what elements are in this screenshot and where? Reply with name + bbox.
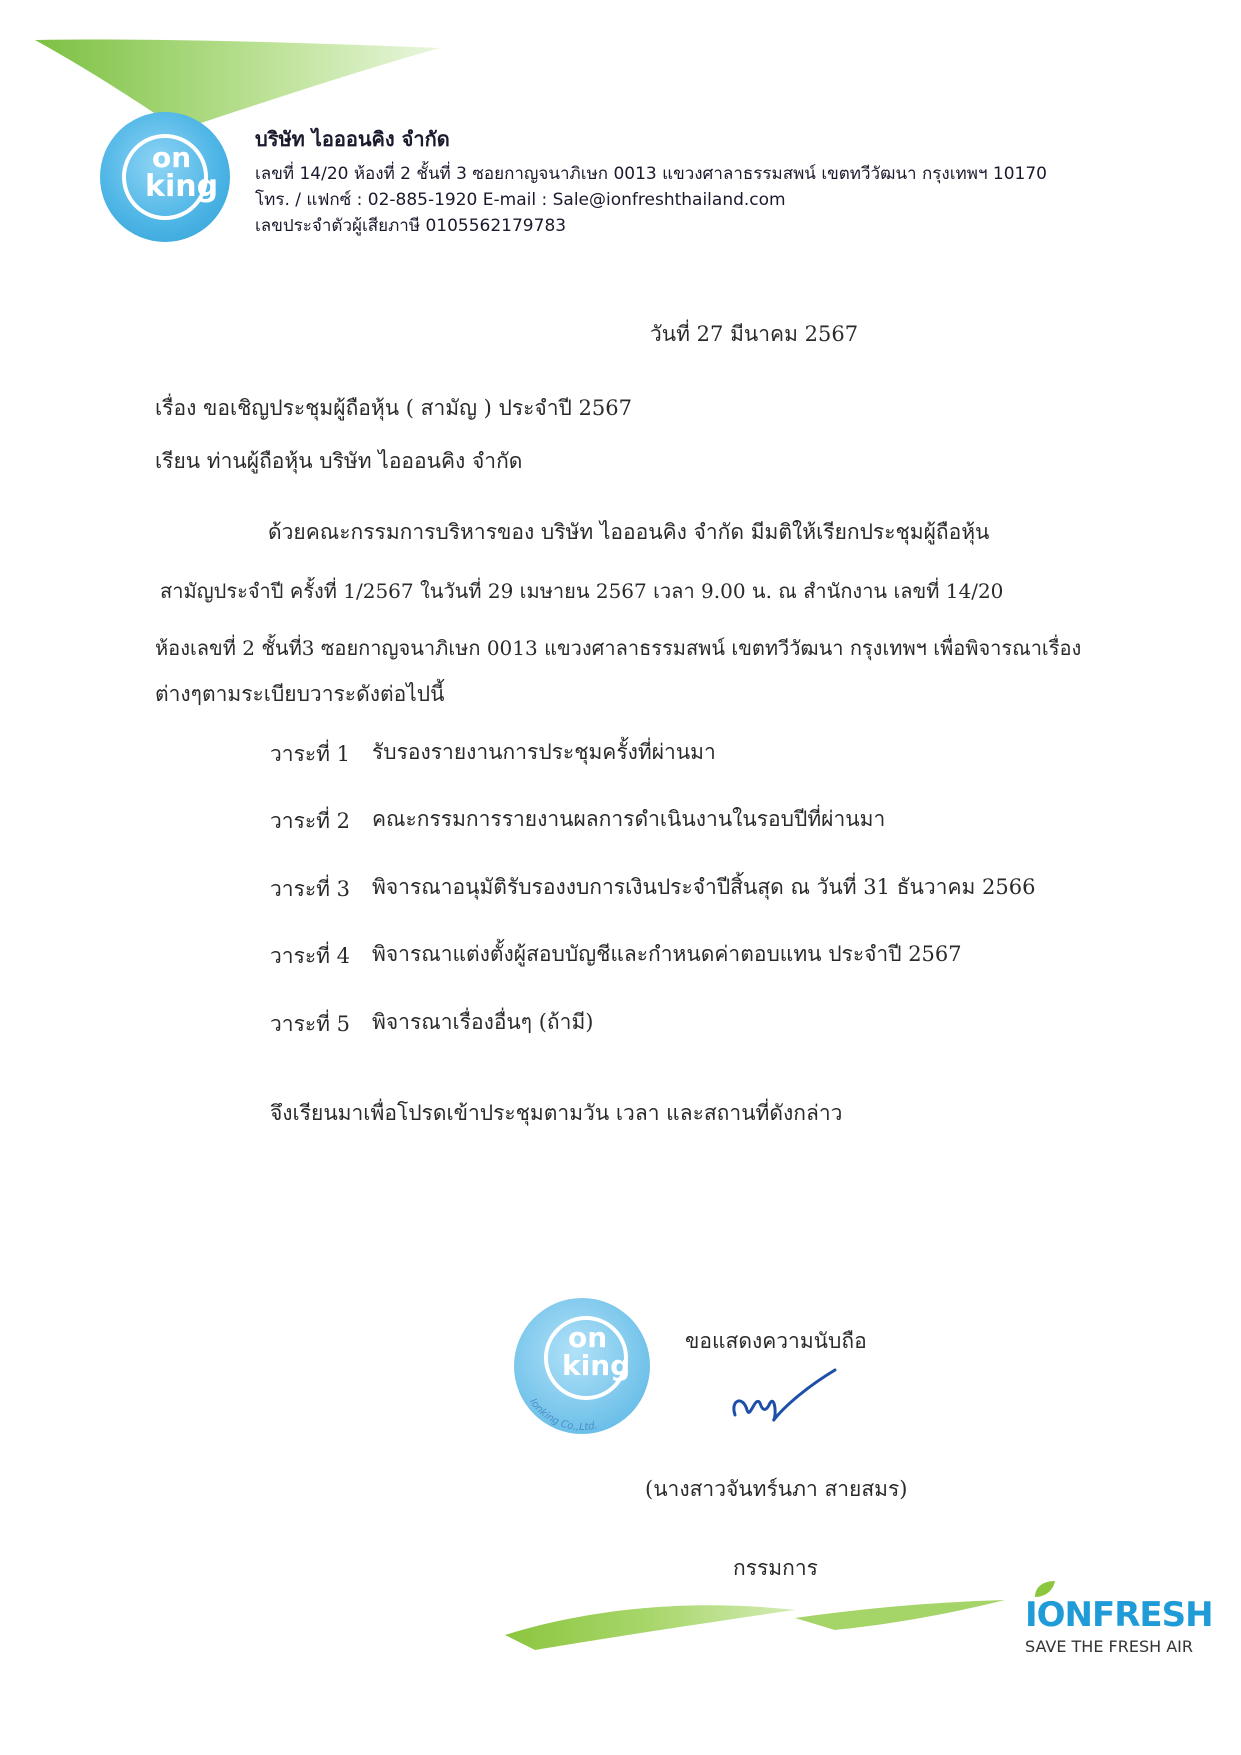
agenda-label: วาระที่ 5 bbox=[270, 1012, 351, 1036]
company-contact: โทร. / แฟกซ์ : 02-885-1920 E-mail : Sale@ionfreshthailand.com bbox=[255, 190, 786, 210]
paragraph-line-4: ต่างๆตามระเบียบวาระดังต่อไปนี้ bbox=[155, 682, 445, 706]
agenda-text: คณะกรรมการรายงานผลการดำเนินงานในรอบปีที่ผ่านมา bbox=[372, 807, 886, 831]
footer-leaf-decoration bbox=[505, 1590, 1005, 1660]
company-name: บริษัท ไอออนคิง จำกัด bbox=[255, 127, 450, 151]
company-tax-id: เลขประจำตัวผู้เสียภาษี 0105562179783 bbox=[255, 216, 567, 236]
ionfresh-brand bbox=[1025, 1595, 1213, 1656]
svg-text:Ionking Co.,Ltd.: Ionking Co.,Ltd. bbox=[527, 1396, 599, 1434]
agenda-label: วาระที่ 1 bbox=[270, 742, 351, 766]
company-logo bbox=[100, 112, 230, 242]
logo-text-king: king bbox=[145, 169, 219, 204]
regards: ขอแสดงความนับถือ bbox=[685, 1329, 867, 1353]
brand-tagline: SAVE THE FRESH AIR bbox=[1025, 1637, 1193, 1656]
letter-recipient: เรียน ท่านผู้ถือหุ้น บริษัท ไอออนคิง จำกัด bbox=[155, 449, 523, 473]
agenda-text: พิจารณาแต่งตั้งผู้สอบบัญชีและกำหนดค่าตอบแทน ประจำปี 2567 bbox=[372, 942, 962, 966]
letter-date: วันที่ 27 มีนาคม 2567 bbox=[650, 322, 859, 346]
agenda-label: วาระที่ 4 bbox=[270, 944, 351, 968]
brand-name: IONFRESH bbox=[1025, 1595, 1213, 1635]
signature bbox=[725, 1365, 845, 1435]
paragraph-line-3: ห้องเลขที่ 2 ชั้นที่3 ซอยกาญจนาภิเษก 0013 แขวงศาลาธรรมสพน์ เขตทวีวัฒนา กรุงเทพฯ เพื่อพิจารณาเรื่อง bbox=[155, 636, 1082, 660]
stamp-text-on: on bbox=[568, 1321, 608, 1354]
signer-name: (นางสาวจันทร์นภา สายสมร) bbox=[645, 1477, 908, 1501]
paragraph-line-2: สามัญประจำปี ครั้งที่ 1/2567 ในวันที่ 29 เมษายน 2567 เวลา 9.00 น. ณ สำนักงาน เลขที่ 14/20 bbox=[160, 579, 1004, 603]
agenda-text: พิจารณาเรื่องอื่นๆ (ถ้ามี) bbox=[372, 1010, 594, 1034]
letterhead bbox=[255, 123, 1047, 239]
agenda-label: วาระที่ 2 bbox=[270, 809, 351, 833]
signer-title: กรรมการ bbox=[733, 1556, 818, 1580]
stamp-text-king: king bbox=[562, 1349, 631, 1382]
logo-text-on: on bbox=[152, 141, 192, 174]
paragraph-line-1: ด้วยคณะกรรมการบริหารของ บริษัท ไอออนคิง จำกัด มีมติให้เรียกประชุมผู้ถือหุ้น bbox=[268, 520, 990, 544]
closing-line: จึงเรียนมาเพื่อโปรดเข้าประชุมตามวัน เวลา และสถานที่ดังกล่าว bbox=[270, 1101, 843, 1125]
agenda-label: วาระที่ 3 bbox=[270, 877, 351, 901]
letter-subject: เรื่อง ขอเชิญประชุมผู้ถือหุ้น ( สามัญ ) ประจำปี 2567 bbox=[155, 396, 632, 420]
agenda-text: พิจารณาอนุมัติรับรองงบการเงินประจำปีสิ้นสุด ณ วันที่ 31 ธันวาคม 2566 bbox=[372, 875, 1036, 899]
company-stamp bbox=[502, 1288, 662, 1448]
company-address: เลขที่ 14/20 ห้องที่ 2 ชั้นที่ 3 ซอยกาญจนาภิเษก 0013 แขวงศาลาธรรมสพน์ เขตทวีวัฒนา กรุงเทพฯ 10170 bbox=[255, 164, 1047, 184]
leaf-icon bbox=[1033, 1579, 1057, 1599]
agenda-text: รับรองรายงานการประชุมครั้งที่ผ่านมา bbox=[372, 740, 716, 764]
